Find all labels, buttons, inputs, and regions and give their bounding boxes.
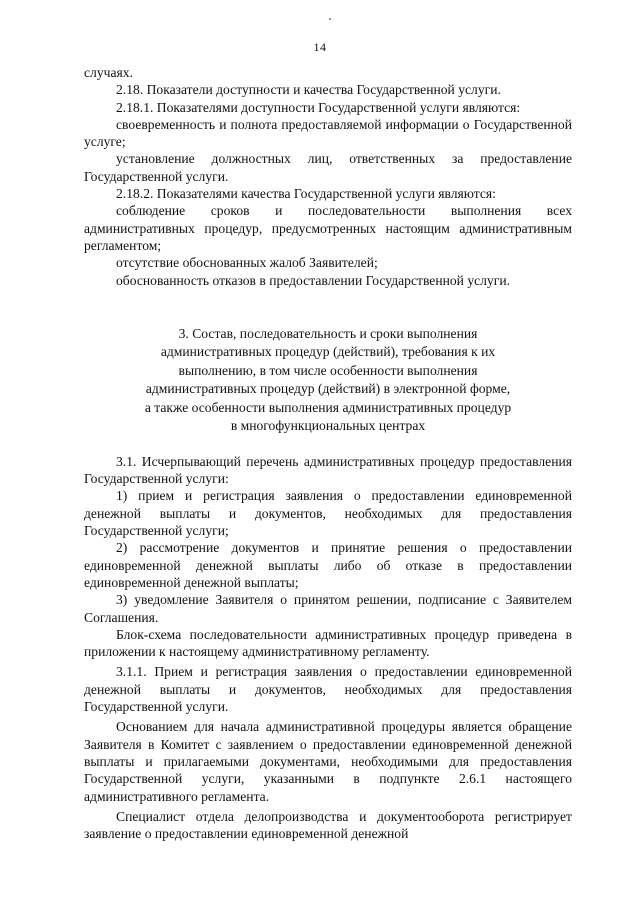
paragraph: отсутствие обоснованных жалоб Заявителей;: [116, 255, 378, 271]
paragraph: обоснованность отказов в предоставлении Государственной услуги.: [116, 272, 510, 288]
paragraph: 3.1. Исчерпывающий перечень административных процедур предоставления Государственной услуги:: [84, 453, 572, 487]
paragraph: Блок-схема последовательности административных процедур приведена в приложении к настоящему административному регламенту.: [84, 626, 572, 660]
section-heading: [84, 325, 572, 436]
paragraph: 2.18.1. Показателями доступности Государственной услуги являются:: [116, 99, 521, 115]
paragraph: 3.1.1. Прием и регистрация заявления о предоставлении единовременной денежной выплаты и документов, необходимых для предоставления Государственной услуги.: [84, 664, 572, 715]
paragraph: своевременность и полнота предоставляемой информации о Государственной услуге;: [84, 116, 572, 150]
scan-speck: [329, 18, 331, 20]
paragraph: 2.18.2. Показателями качества Государственной услуги являются:: [116, 186, 496, 202]
paragraph: 3) уведомление Заявителя о принятом решении, подписание с Заявителем Соглашения.: [84, 592, 572, 625]
page-number: 14: [313, 40, 327, 54]
paragraph: 2.18. Показатели доступности и качества Государственной услуги.: [116, 82, 501, 98]
paragraph: 2) рассмотрение документов и принятие решения о предоставлении единовременной денежной выплаты либо об отказе в предоставлении единовременной денежной выплаты;: [84, 540, 572, 590]
document-body: [84, 64, 572, 842]
heading-line: 3. Состав, последовательность и сроки выполнения: [178, 325, 478, 341]
paragraph: 1) прием и регистрация заявления о предоставлении единовременной денежной выплаты и документов, необходимых для предоставления Государственной услуги;: [84, 488, 572, 539]
paragraph: случаях.: [84, 65, 133, 80]
paragraph: Специалист отдела делопроизводства и документооборота регистрирует заявление о предоставлении единовременной денежной: [84, 808, 572, 842]
heading-line: административных процедур (действий) в электронной форме,: [145, 381, 511, 397]
heading-line: а также особенности выполнения административных процедур: [144, 399, 512, 415]
heading-line: административных процедур (действий), требования к их: [160, 344, 496, 360]
paragraph: соблюдение сроков и последовательности выполнения всех административных процедур, предусмотренных настоящим административным регламентом;: [84, 203, 572, 253]
paragraph: установление должностных лиц, ответственных за предоставление Государственной услуги.: [84, 151, 572, 184]
paragraph: Основанием для начала административной процедуры является обращение Заявителя в Комитет с заявлением о предоставлении единовременной денежной выплаты и прилагаемыми документами, необходимыми для предоставления Государственной услуги, указанными в подпункте 2.6.1 настоящего административного регламента.: [84, 719, 572, 804]
heading-line: выполнению, в том числе особенности выполнения: [178, 362, 478, 378]
heading-line: в многофункциональных центрах: [230, 418, 426, 434]
